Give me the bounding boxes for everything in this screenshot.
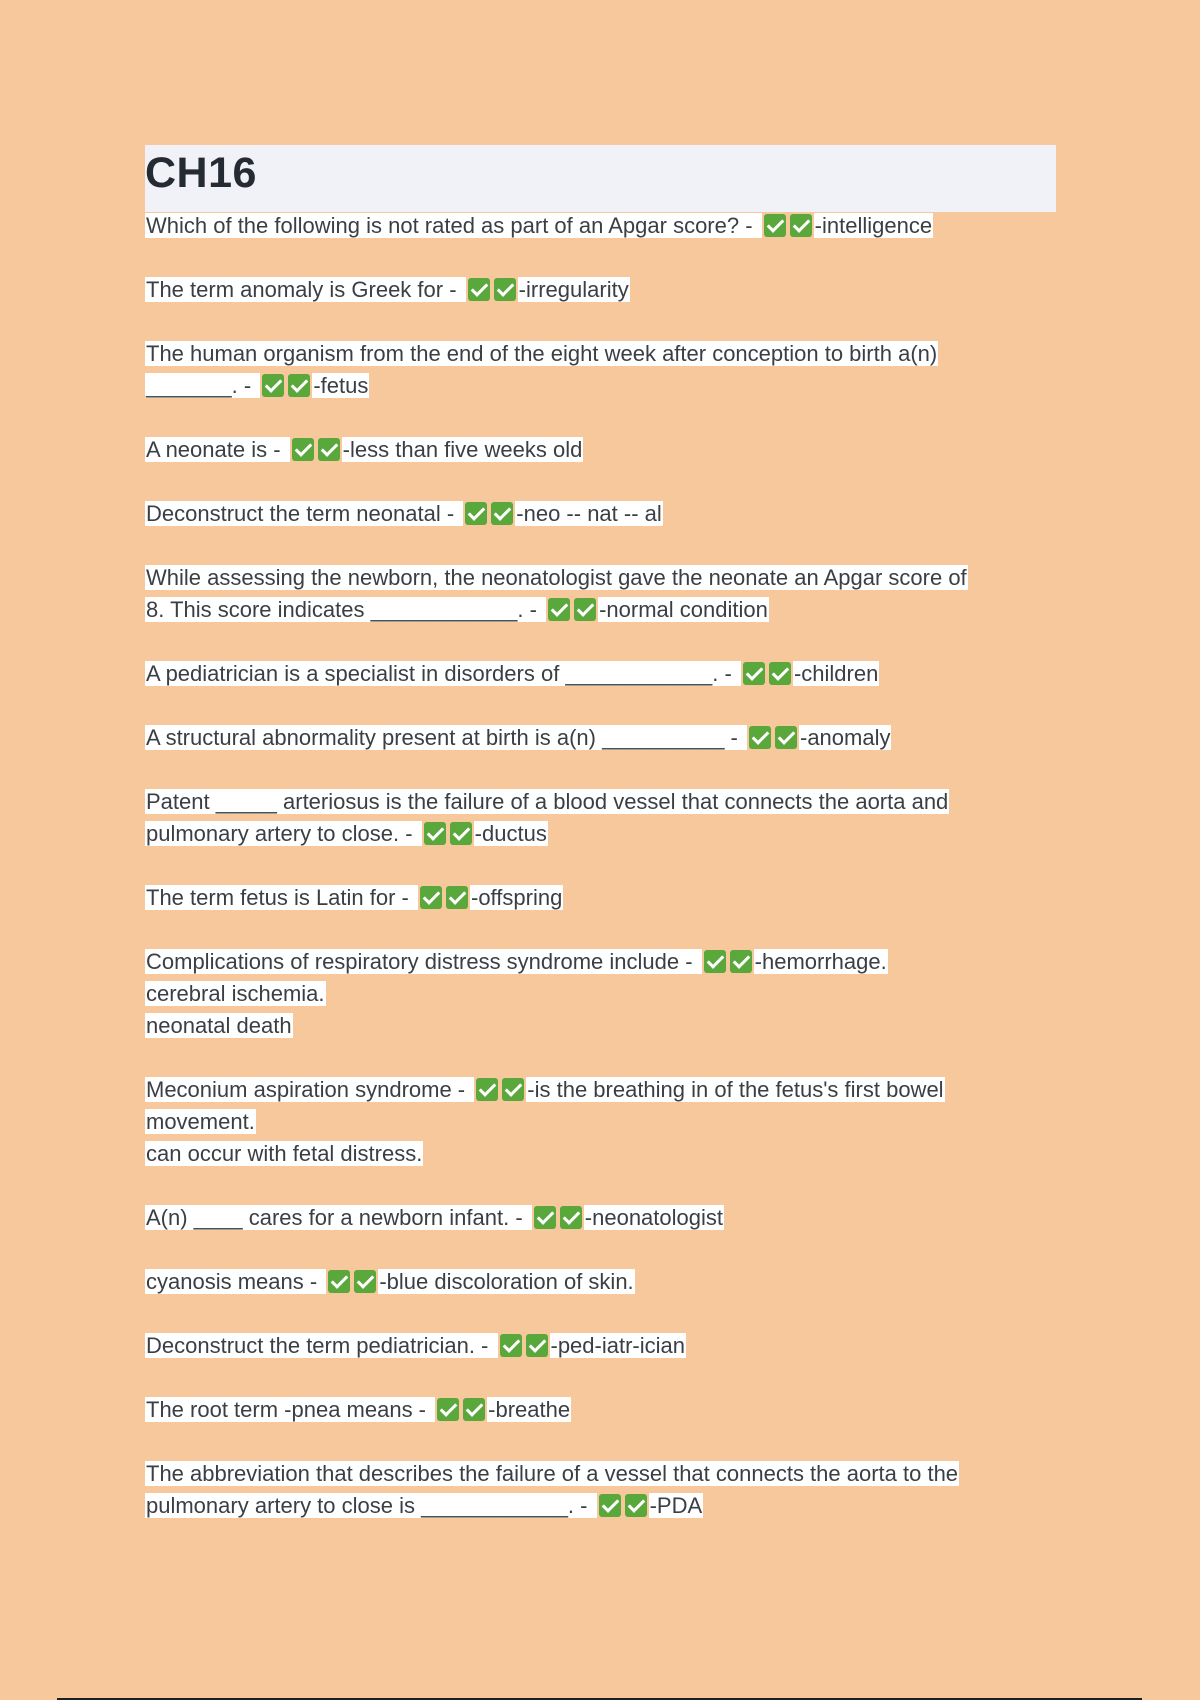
page-title: CH16 — [145, 149, 257, 197]
check-mark-button-icon — [262, 374, 284, 397]
question-text: Meconium aspiration syndrome - — [146, 1077, 466, 1102]
spacer — [410, 885, 418, 910]
qa-item — [145, 434, 1070, 466]
check-mark-button-icon — [465, 502, 487, 525]
check-mark-button-icon — [502, 1078, 524, 1101]
spacer — [588, 1493, 596, 1518]
check-mark-button-icon — [491, 502, 513, 525]
check-mark-button-icon — [446, 886, 468, 909]
check-mark-button-icon — [599, 1494, 621, 1517]
spacer — [489, 1333, 497, 1358]
answer-text: -neo -- nat -- al — [516, 501, 662, 526]
check-mark-button-icon — [548, 598, 570, 621]
check-mark-button-icon — [730, 950, 752, 973]
spacer — [538, 597, 546, 622]
answer-text: -ped-iatr-ician — [550, 1333, 685, 1358]
spacer — [414, 821, 422, 846]
spacer — [694, 949, 702, 974]
answer-text: -blue discoloration of skin. — [379, 1269, 634, 1294]
check-mark-button-icon — [468, 278, 490, 301]
check-mark-button-icon — [534, 1206, 556, 1229]
qa-item — [145, 210, 1070, 242]
check-mark-button-icon — [560, 1206, 582, 1229]
spacer — [524, 1205, 532, 1230]
qa-item — [145, 338, 1070, 402]
answer-text: -anomaly — [800, 725, 891, 750]
question-text: Deconstruct the term pediatrician. - — [146, 1333, 489, 1358]
answer-text: -offspring — [471, 885, 563, 910]
question-text: A structural abnormality present at birth is a(n) __________ - — [146, 725, 738, 750]
spacer — [733, 661, 741, 686]
spacer — [282, 437, 290, 462]
check-mark-button-icon — [288, 374, 310, 397]
check-mark-button-icon — [494, 278, 516, 301]
check-mark-button-icon — [749, 726, 771, 749]
spacer — [739, 725, 747, 750]
question-text: While assessing the newborn, the neonatologist gave the neonate an Apgar score of 8. This score indicates ____________. - — [146, 565, 967, 622]
check-mark-button-icon — [769, 662, 791, 685]
qa-list — [145, 210, 1070, 1554]
check-mark-button-icon — [354, 1270, 376, 1293]
question-text: Patent _____ arteriosus is the failure of a blood vessel that connects the aorta and pulmonary artery to close. - — [146, 789, 949, 846]
question-text: The term anomaly is Greek for - — [146, 277, 457, 302]
answer-text: -fetus — [313, 373, 369, 398]
question-text: Complications of respiratory distress syndrome include - — [146, 949, 693, 974]
qa-item — [145, 786, 1070, 850]
spacer — [318, 1269, 326, 1294]
question-text: The root term -pnea means - — [146, 1397, 427, 1422]
heading-band — [145, 145, 1056, 212]
spacer — [458, 277, 466, 302]
check-mark-button-icon — [318, 438, 340, 461]
qa-item — [145, 1458, 1070, 1522]
question-text: cyanosis means - — [146, 1269, 318, 1294]
check-mark-button-icon — [743, 662, 765, 685]
answer-text: -children — [793, 661, 879, 686]
check-mark-button-icon — [775, 726, 797, 749]
answer-text: -ductus — [474, 821, 547, 846]
answer-text: -less than five weeks old — [342, 437, 583, 462]
question-text: Which of the following is not rated as part of an Apgar score? - — [146, 213, 753, 238]
qa-item — [145, 1202, 1070, 1234]
answer-text: -breathe — [488, 1397, 571, 1422]
check-mark-button-icon — [476, 1078, 498, 1101]
check-mark-button-icon — [420, 886, 442, 909]
spacer — [252, 373, 260, 398]
qa-item — [145, 274, 1070, 306]
answer-text: -neonatologist — [584, 1205, 723, 1230]
check-mark-button-icon — [437, 1398, 459, 1421]
qa-item — [145, 498, 1070, 530]
spacer — [466, 1077, 474, 1102]
qa-item — [145, 722, 1070, 754]
check-mark-button-icon — [450, 822, 472, 845]
qa-item — [145, 1330, 1070, 1362]
check-mark-button-icon — [500, 1334, 522, 1357]
spacer — [427, 1397, 435, 1422]
question-text: The abbreviation that describes the failure of a vessel that connects the aorta to the pulmonary artery to close is ____________. - — [146, 1461, 959, 1518]
answer-text: -irregularity — [518, 277, 629, 302]
spacer — [455, 501, 463, 526]
question-text: The term fetus is Latin for - — [146, 885, 409, 910]
qa-item — [145, 1074, 1070, 1170]
check-mark-button-icon — [704, 950, 726, 973]
qa-item — [145, 946, 1070, 1042]
spacer — [754, 213, 762, 238]
check-mark-button-icon — [424, 822, 446, 845]
check-mark-button-icon — [764, 214, 786, 237]
check-mark-button-icon — [292, 438, 314, 461]
qa-item — [145, 1266, 1070, 1298]
question-text: A neonate is - — [146, 437, 281, 462]
answer-text: -hemorrhage. cerebral ischemia. neonatal death — [146, 949, 887, 1038]
qa-item — [145, 1394, 1070, 1426]
check-mark-button-icon — [526, 1334, 548, 1357]
qa-item — [145, 658, 1070, 690]
question-text: The human organism from the end of the eight week after conception to birth a(n) _______. - — [146, 341, 938, 398]
answer-text: -is the breathing in of the fetus's first bowel movement. can occur with fetal distress. — [146, 1077, 944, 1166]
qa-item — [145, 562, 1070, 626]
answer-text: -PDA — [649, 1493, 703, 1518]
check-mark-button-icon — [328, 1270, 350, 1293]
check-mark-button-icon — [790, 214, 812, 237]
question-text: A pediatrician is a specialist in disorders of ____________. - — [146, 661, 732, 686]
check-mark-button-icon — [625, 1494, 647, 1517]
check-mark-button-icon — [463, 1398, 485, 1421]
check-mark-button-icon — [574, 598, 596, 621]
question-text: A(n) ____ cares for a newborn infant. - — [146, 1205, 523, 1230]
answer-text: -normal condition — [599, 597, 768, 622]
question-text: Deconstruct the term neonatal - — [146, 501, 455, 526]
qa-item — [145, 882, 1070, 914]
answer-text: -intelligence — [814, 213, 933, 238]
